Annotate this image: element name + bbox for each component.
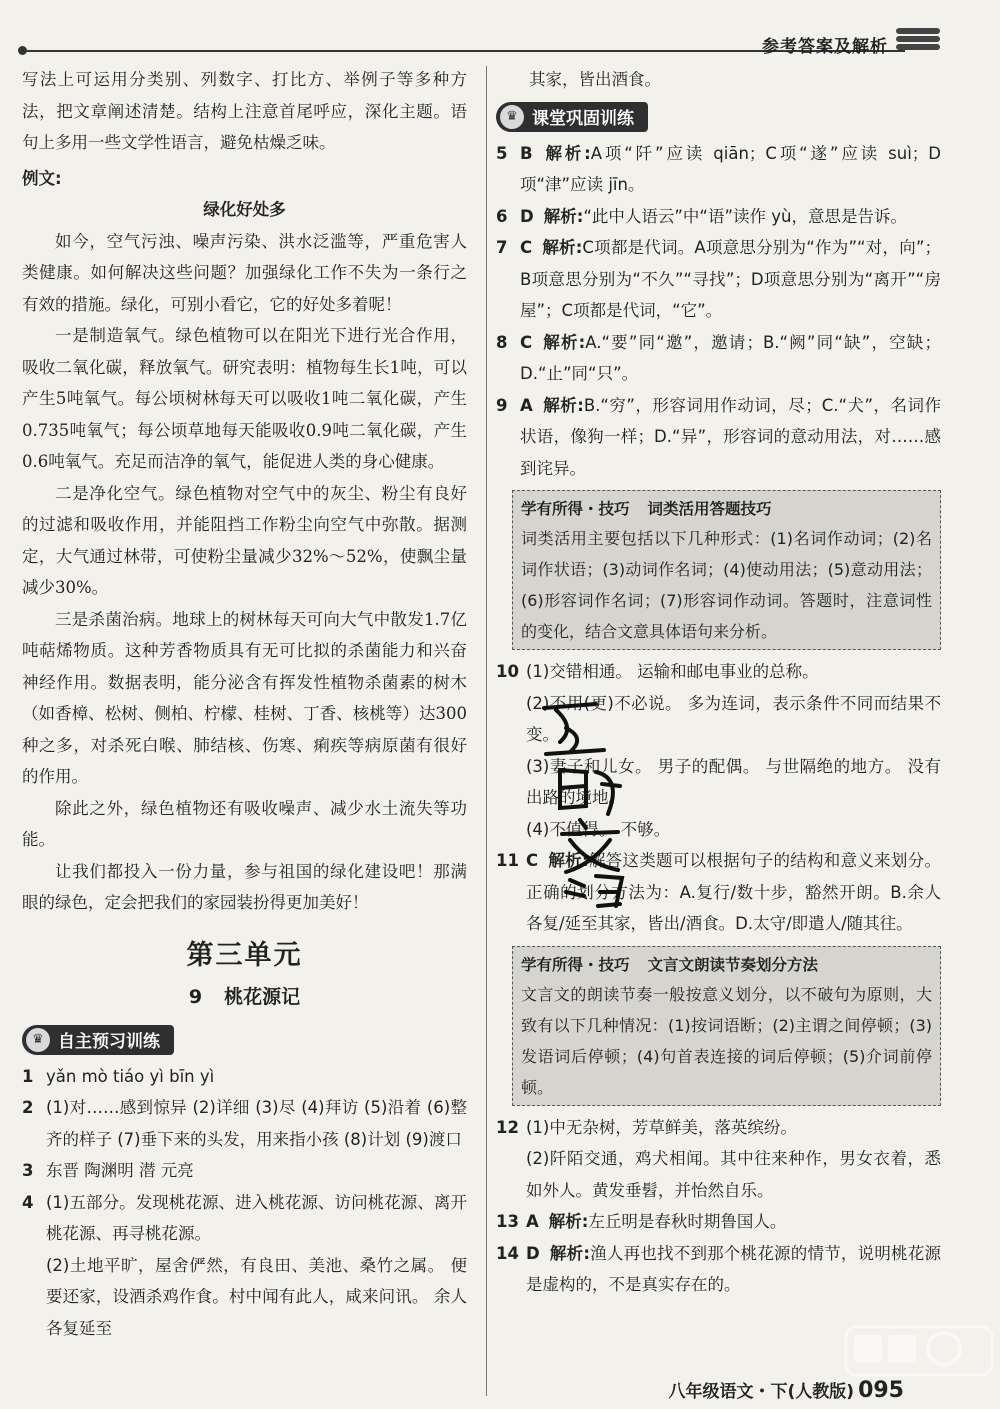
books-icon — [896, 28, 940, 56]
tip-box-reading-rhythm — [512, 946, 941, 1106]
essay-paragraph: 除此之外，绿色植物还有吸收噪声、减少水土流失等功能。 — [22, 798, 467, 849]
tip-box-header: 学有所得・技巧 词类活用答题技巧 — [521, 500, 772, 518]
essay-paragraph: 如今，空气污浊、噪声污染、洪水泛滥等，严重危害人类健康。如何解决这些问题？加强绿化工作不失为一条行之有效的措施。绿化，可别小看它，它的好处多着呢！ — [22, 231, 467, 314]
section-header-classroom: ♛ 课堂巩固训练 — [496, 102, 648, 132]
crown-icon: ♛ — [500, 105, 524, 129]
column-divider — [486, 66, 487, 1396]
question-11: 11 C 解析:解答这类题可以根据句子的结构和意义来划分。正确的划分方法为：A.复行/数十步，豁然开朗。B.余人各复/延至其家，皆出/酒食。D.太守/即遣人/随其往。 — [496, 851, 941, 933]
question-14: 14 D 解析:渔人再也找不到那个桃花源的情节，说明桃花源是虚构的，不是真实存在的。 — [496, 1243, 941, 1294]
essay-paragraph: 一是制造氧气。绿色植物可以在阳光下进行光合作用，吸收二氧化碳，释放氧气。研究表明：植物每生长1吨，可以产生5吨氧气。每公顷树林每天可以吸收1吨二氧化碳，产生0.735吨氧气；每公顷草地每天能吸收0.9吨二氧化碳，产生0.6吨氧气。充足而洁净的氧气，能促进人类的身心健康。 — [22, 326, 467, 471]
example-label: 例文: — [22, 168, 62, 188]
question-8: 8 C 解析:A.“要”同“邀”，邀请；B.“阙”同“缺”，空缺；D.“止”同“只”。 — [496, 332, 941, 383]
tip-box-header: 学有所得・技巧 文言文朗读节奏划分方法 — [521, 955, 819, 974]
left-column — [22, 64, 467, 1344]
question-1: 1 yǎn mò tiáo yì bīn yì — [22, 1066, 215, 1086]
question-13: 13 A 解析:左丘明是春秋时期鲁国人。 — [496, 1212, 787, 1231]
question-9: 9 A 解析:B.“穷”，形容词用作动词，尽；C.“犬”，名词作状语，像狗一样；D.“异”，形容词的意动用法，对……感到诧异。 — [496, 395, 941, 478]
question-2: 2 (1)对……感到惊异 (2)详细 (3)尽 (4)拜访 (5)沿着 (6)整齐的样子 (7)垂下来的头发，用来指小孩 (8)计划 (9)渡口 — [22, 1098, 467, 1149]
question-7: 7 C 解析:C项都是代词。A项意思分别为“作为”“对，向”；B项意思分别为“不久”“寻找”；D项意思分别为“离开”“房屋”；C项都是代词，“它”。 — [496, 238, 941, 320]
footer: 八年级语文・下(人教版) 095 — [668, 1378, 904, 1403]
lesson-title: 9 桃花源记 — [188, 985, 301, 1008]
question-10: 10 (1)交错相通。 运输和邮电事业的总称。 (2)不用(更)不必说。 多为连词，表示条件不同而结果不变。 (3)妻子和儿女。 男子的配偶。 与世隔绝的地方。 没有出路的境地。 (4)不值得。 不够。 — [496, 662, 941, 839]
essay-paragraph: 二是净化空气。绿色植物对空气中的灰尘、粉尘有良好的过滤和吸收作用，并能阻挡工作粉尘向空气中弥散。据测定，大气通过林带，可使粉尘量减少32%～52%，使飘尘量减少30%。 — [22, 483, 467, 597]
watermark-logo — [844, 1323, 994, 1379]
question-4: 4 (1)五部分。发现桃花源、进入桃花源、访问桃花源、离开桃花源、再寻桃花源。 (2)土地平旷，屋舍俨然，有良田、美池、桑竹之属。 便要还家，设酒杀鸡作食。村中闻有此人，咸来问讯。 余人各复延至 — [22, 1192, 467, 1338]
question-3: 3 东晋 陶渊明 潜 元亮 — [22, 1161, 194, 1180]
question-5: 5 B 解析:A项“阡”应读 qiān；C项“遂”应读 suì；D项“津”应读 jīn。 — [496, 143, 941, 194]
continued-text: 其家，皆出酒食。 — [529, 70, 661, 89]
question-12: 12 (1)中无杂树，芳草鲜美，落英缤纷。 (2)阡陌交通，鸡犬相闻。其中往来种作，男女衣着，悉如外人。黄发垂髫，并怡然自乐。 — [496, 1117, 941, 1200]
tip-box-text: 文言文的朗读节奏一般按意义划分，以不破句为原则，大致有以下几种情况：(1)按词语断；(2)主谓之间停顿；(3)发语词后停顿；(4)句首表连接的词后停顿；(5)介词前停顿。 — [521, 984, 932, 1097]
handwriting-signature — [526, 688, 646, 918]
section-header-preview: ♛ 自主预习训练 — [22, 1025, 174, 1055]
unit-title: 第三单元 — [186, 939, 303, 971]
tip-box-word-class — [512, 490, 941, 650]
page-number: 095 — [858, 1378, 904, 1403]
tip-box-text: 词类活用主要包括以下几种形式：(1)名词作动词；(2)名词作状语；(3)动词作名词；(4)使动用法；(5)意动用法；(6)形容词作名词；(7)形容词作动词。答题时，注意词性的变化，结合文意具体语句来分析。 — [521, 529, 932, 641]
essay-title: 绿化好处多 — [203, 200, 286, 219]
crown-icon: ♛ — [26, 1028, 50, 1052]
essay-paragraph: 让我们都投入一份力量，参与祖国的绿化建设吧！那满眼的绿色，定会把我们的家园装扮得更加美好！ — [22, 861, 467, 912]
right-column — [496, 64, 941, 1301]
question-6: 6 D 解析:“此中人语云”中“语”读作 yù，意思是告诉。 — [496, 206, 907, 226]
intro-text: 写法上可运用分类别、列数字、打比方、举例子等多种方法，把文章阐述清楚。结构上注意首尾呼应，深化主题。语句上多用一些文学性语言，避免枯燥乏味。 — [22, 70, 467, 152]
header-title: 参考答案及解析 — [762, 37, 888, 57]
essay-paragraph: 三是杀菌治病。地球上的树林每天可向大气中散发1.7亿吨萜烯物质。这种芳香物质具有无可比拟的杀菌能力和兴奋神经作用。数据表明，能分泌含有挥发性植物杀菌素的树木（如香樟、松树、侧柏、柠檬、桂树、丁香、核桃等）达300种之多，对杀死白喉、肺结核、伤寒、痢疾等病原菌有很好的作用。 — [22, 609, 467, 786]
